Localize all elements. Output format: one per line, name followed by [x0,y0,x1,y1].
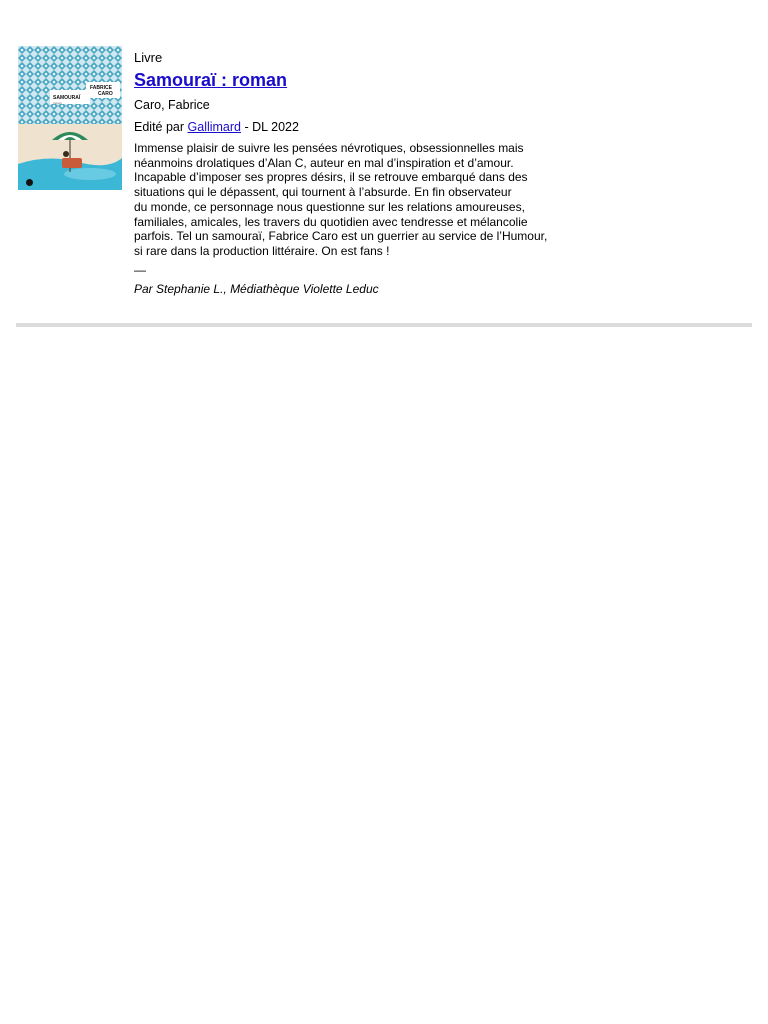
summary-line: situations qui le dépassent, qui tournent à l’absurde. En fin observateur [134,185,512,200]
record-divider [16,323,752,327]
book-cover[interactable] [18,46,122,190]
record-summary [134,141,594,259]
publication-date: - DL 2022 [244,120,299,134]
publisher-prefix: Edité par [134,120,185,134]
record-info [134,50,594,297]
book-cover-illustration [18,46,122,190]
separator-dash: — [134,262,146,277]
record-title-link[interactable]: Samouraï : roman [134,70,288,90]
cover-author-last: CARO [98,91,113,97]
cover-subtitle: roman [53,101,62,105]
cover-title: SAMOURAÏ [53,95,81,101]
record-author: Caro, Fabrice [134,98,210,112]
summary-line: parfois. Tel un samouraï, Fabrice Caro est un guerrier au service de l’Humour, [134,229,548,244]
summary-line: familiales, amicales, les travers du quotidien avec tendresse et mélancolie [134,214,528,229]
summary-line: du monde, ce personnage nous questionne sur les relations amoureuses, [134,199,525,214]
record-publisher [134,119,594,135]
summary-line: si rare dans la production littéraire. On est fans ! [134,243,390,258]
summary-line: néanmoins drolatiques d’Alan C, auteur en mal d’inspiration et d’amour. [134,155,514,170]
document-type: Livre [134,50,163,65]
review-byline: Par Stephanie L., Médiathèque Violette Leduc [134,281,379,296]
summary-line: Immense plaisir de suivre les pensées névrotiques, obsessionnelles mais [134,141,524,155]
cover-author-first: FABRICE [90,85,112,91]
publisher-link[interactable]: Gallimard [187,120,242,134]
summary-line: Incapable d’imposer ses propres désirs, il se retrouve embarqué dans des [134,170,528,185]
